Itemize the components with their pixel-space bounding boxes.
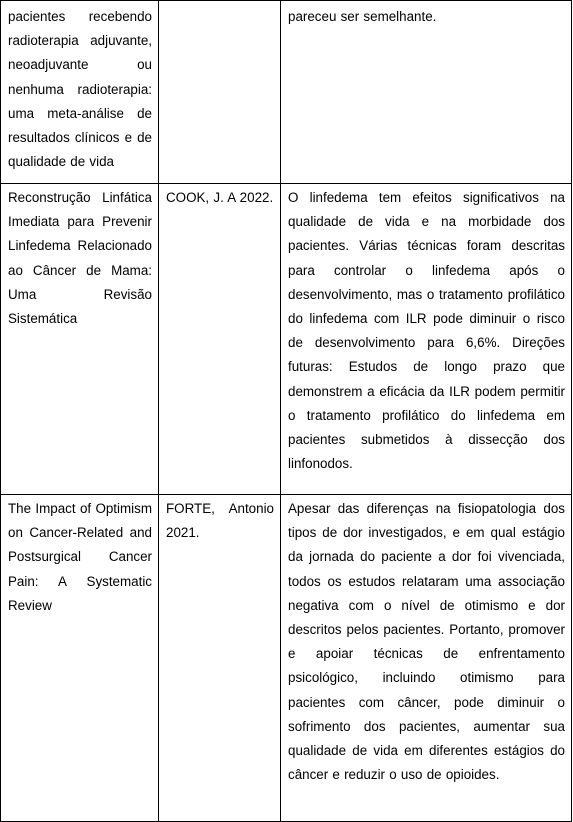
study-author: FORTE, Antonio 2021. xyxy=(166,501,274,541)
study-title: pacientes recebendo radioterapia adjuvante, neoadjuvante ou nenhuma radioterapia: uma meta-análise de resultados clínicos e de qualidade de vida xyxy=(8,9,152,170)
study-title: The Impact of Optimism on Cancer-Related and Postsurgical Cancer Pain: A Systematic Review xyxy=(8,501,152,613)
author-cell xyxy=(159,184,281,495)
summary-cell xyxy=(281,495,572,822)
study-summary: O linfedema tem efeitos significativos na qualidade de vida e na morbidade dos pacientes. Várias técnicas foram descritas para controlar o linfedema após o desenvolvimento, mas o tratamento profilático do linfedema com ILR pode diminuir o risco de desenvolvimento para 6,6%. Direções futuras: Estudos de longo prazo que demonstrem a eficácia da ILR podem permitir o tratamento profilático do linfedema em pacientes submetidos à dissecção dos linfonodos. xyxy=(288,190,565,472)
table-row xyxy=(1,1,572,184)
table-row xyxy=(1,495,572,822)
study-summary: pareceu ser semelhante. xyxy=(288,9,437,24)
title-cell xyxy=(1,184,159,495)
table-row xyxy=(1,184,572,495)
summary-cell xyxy=(281,184,572,495)
summary-cell xyxy=(281,1,572,184)
study-author: COOK, J. A 2022. xyxy=(166,190,274,205)
title-cell xyxy=(1,495,159,822)
study-title: Reconstrução Linfática Imediata para Prevenir Linfedema Relacionado ao Câncer de Mama: Uma Revisão Sistemática xyxy=(8,190,152,327)
author-cell xyxy=(159,495,281,822)
study-summary: Apesar das diferenças na fisiopatologia dos tipos de dor investigados, e em qual estágio da jornada do paciente a dor foi vivenciada, todos os estudos relataram uma associação negativa com o nível de otimismo e dor descritos pelos pacientes. Portanto, promover e apoiar técnicas de enfrentamento psicológico, incluindo otimismo para pacientes com câncer, pode diminuir o sofrimento dos pacientes, aumentar sua qualidade de vida em diferentes estágios do câncer e reduzir o uso de opioides. xyxy=(288,501,565,783)
author-cell xyxy=(159,1,281,184)
title-cell xyxy=(1,1,159,184)
